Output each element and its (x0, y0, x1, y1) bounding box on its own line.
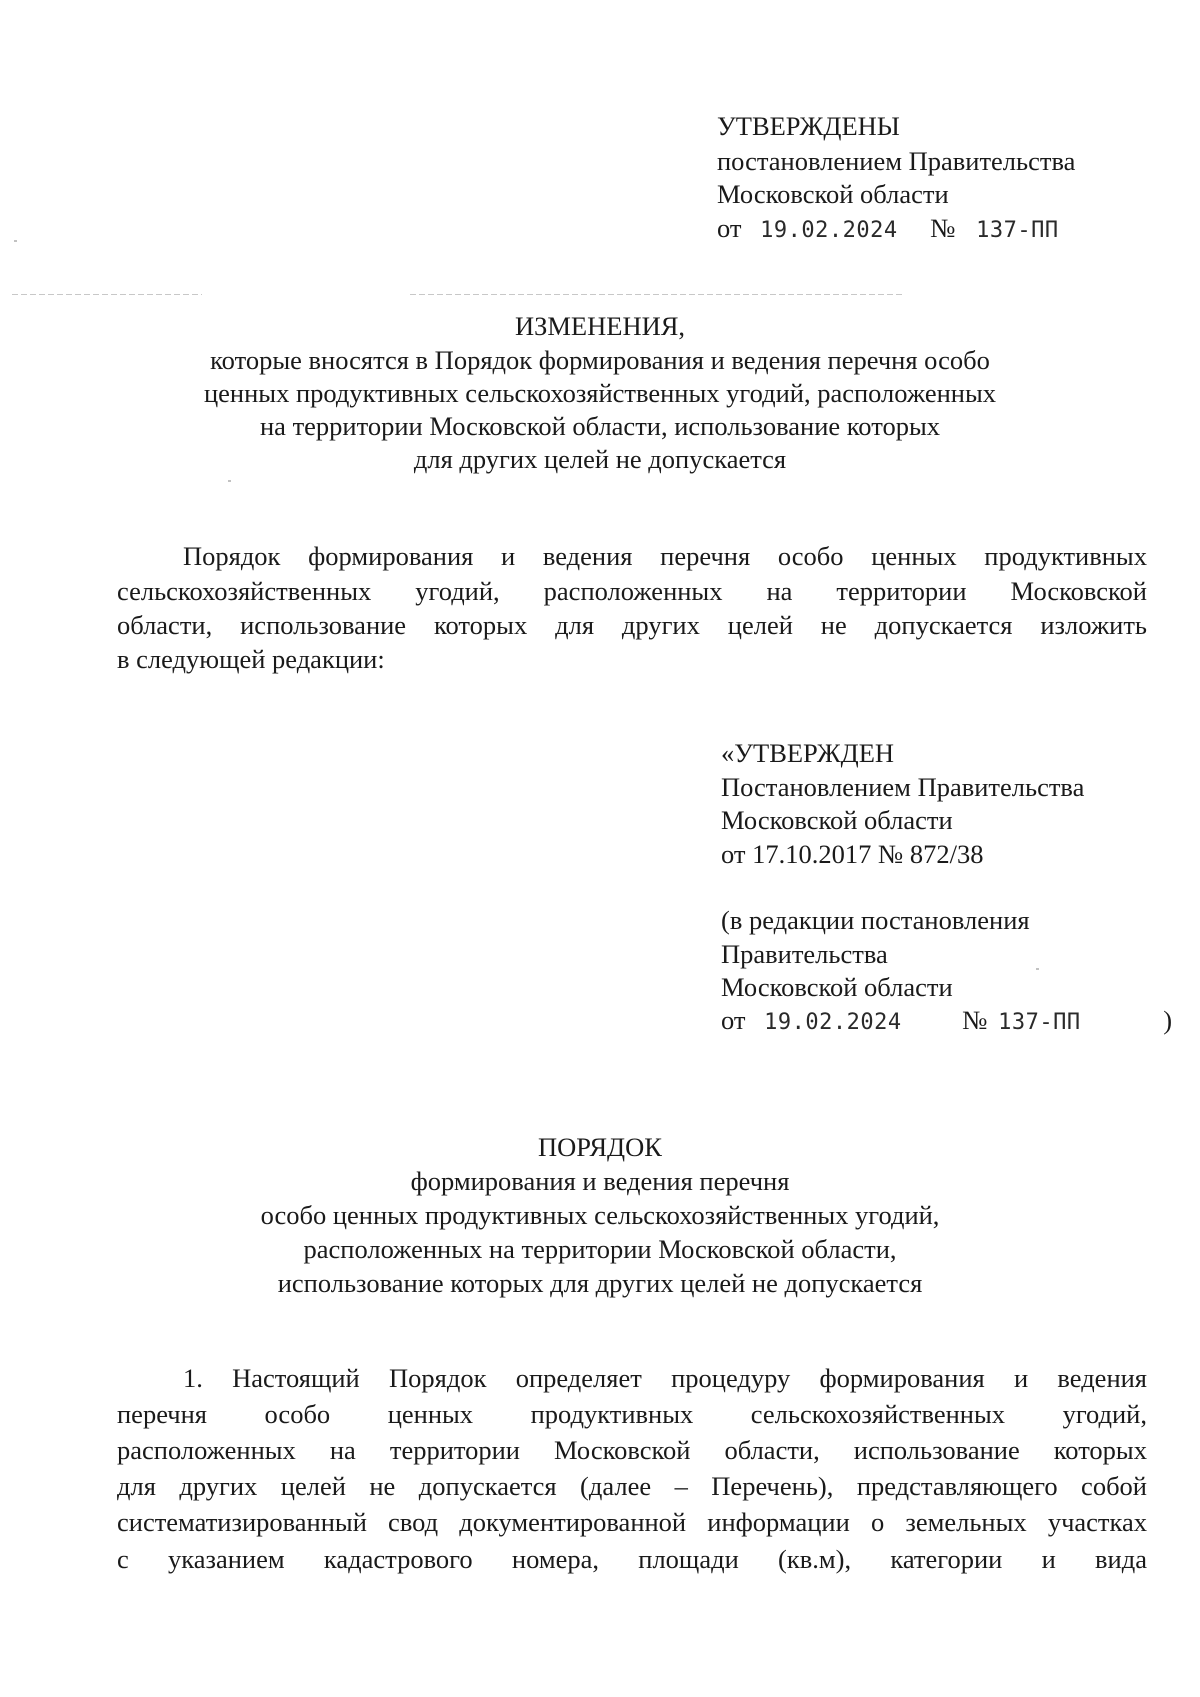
edition-line: Московской области (721, 972, 953, 1002)
order-subtitle-line: формирования и ведения перечня (410, 1166, 790, 1196)
edition-number: 137-ПП (998, 1010, 1081, 1035)
intro-paragraph-line: в следующей редакции: (117, 644, 385, 674)
approved-date-number: от 17.10.2017 № 872/38 (721, 839, 984, 869)
approval-region: Московской области (717, 179, 949, 209)
approval-title: УТВЕРЖДЕНЫ (717, 111, 900, 141)
approved-issuer: Постановлением Правительства (721, 772, 1085, 802)
scan-speck (1036, 968, 1039, 970)
edition-line: (в редакции постановления (721, 905, 1030, 935)
changes-subtitle-line: для других целей не допускается (413, 444, 787, 474)
edition-line: Правительства (721, 939, 888, 969)
changes-subtitle-line: которые вносятся в Порядок формирования и ведения перечня особо (210, 345, 990, 375)
scan-artifact-rule (410, 294, 905, 295)
edition-date: 19.02.2024 (764, 1010, 902, 1035)
order-subtitle-line: расположенных на территории Московской области, (303, 1234, 897, 1264)
order-subtitle-line: использование которых для других целей не допускается (277, 1268, 923, 1298)
section1-line: перечня особо ценных продуктивных сельскохозяйственных угодий, (117, 1399, 1147, 1429)
section1-line: с указанием кадастрового номера, площади (кв.м), категории и вида (117, 1544, 1147, 1574)
scan-speck (228, 480, 231, 482)
scan-speck (14, 240, 17, 242)
edition-close-paren: ) (1163, 1005, 1173, 1035)
section1-line: 1. Настоящий Порядок определяет процедуру формирования и ведения (183, 1363, 1147, 1393)
intro-paragraph-line: области, использование которых для других целей не допускается изложить (117, 610, 1147, 640)
changes-title: ИЗМЕНЕНИЯ, (514, 311, 686, 341)
edition-date-line (721, 1003, 1172, 1040)
order-subtitle-line: особо ценных продуктивных сельскохозяйственных угодий, (260, 1200, 940, 1230)
intro-paragraph-line: сельскохозяйственных угодий, расположенных на территории Московской (117, 576, 1147, 606)
order-title: ПОРЯДОК (538, 1132, 662, 1162)
changes-subtitle-line: на территории Московской области, использование которых (260, 411, 940, 441)
approval-number: 137-ПП (976, 218, 1059, 243)
approval-number-sign: № (930, 213, 956, 243)
approval-date-line (717, 211, 1059, 248)
approved-region: Московской области (721, 805, 953, 835)
intro-paragraph-line: Порядок формирования и ведения перечня особо ценных продуктивных (183, 541, 1147, 571)
section1-line: расположенных на территории Московской области, использование которых (117, 1435, 1147, 1465)
changes-subtitle-line: ценных продуктивных сельскохозяйственных угодий, расположенных (203, 378, 997, 408)
approved-title: «УТВЕРЖДЕН (721, 738, 895, 768)
scan-artifact-rule (12, 294, 202, 295)
section1-line: для других целей не допускается (далее – Перечень), представляющего собой (117, 1471, 1147, 1501)
edition-date-prefix: от (721, 1005, 746, 1035)
approval-issuer: постановлением Правительства (717, 146, 1076, 176)
edition-number-sign: № (962, 1005, 988, 1035)
approval-date: 19.02.2024 (760, 218, 898, 243)
approval-date-prefix: от (717, 213, 742, 243)
section1-line: систематизированный свод документированной информации о земельных участках (117, 1507, 1147, 1537)
